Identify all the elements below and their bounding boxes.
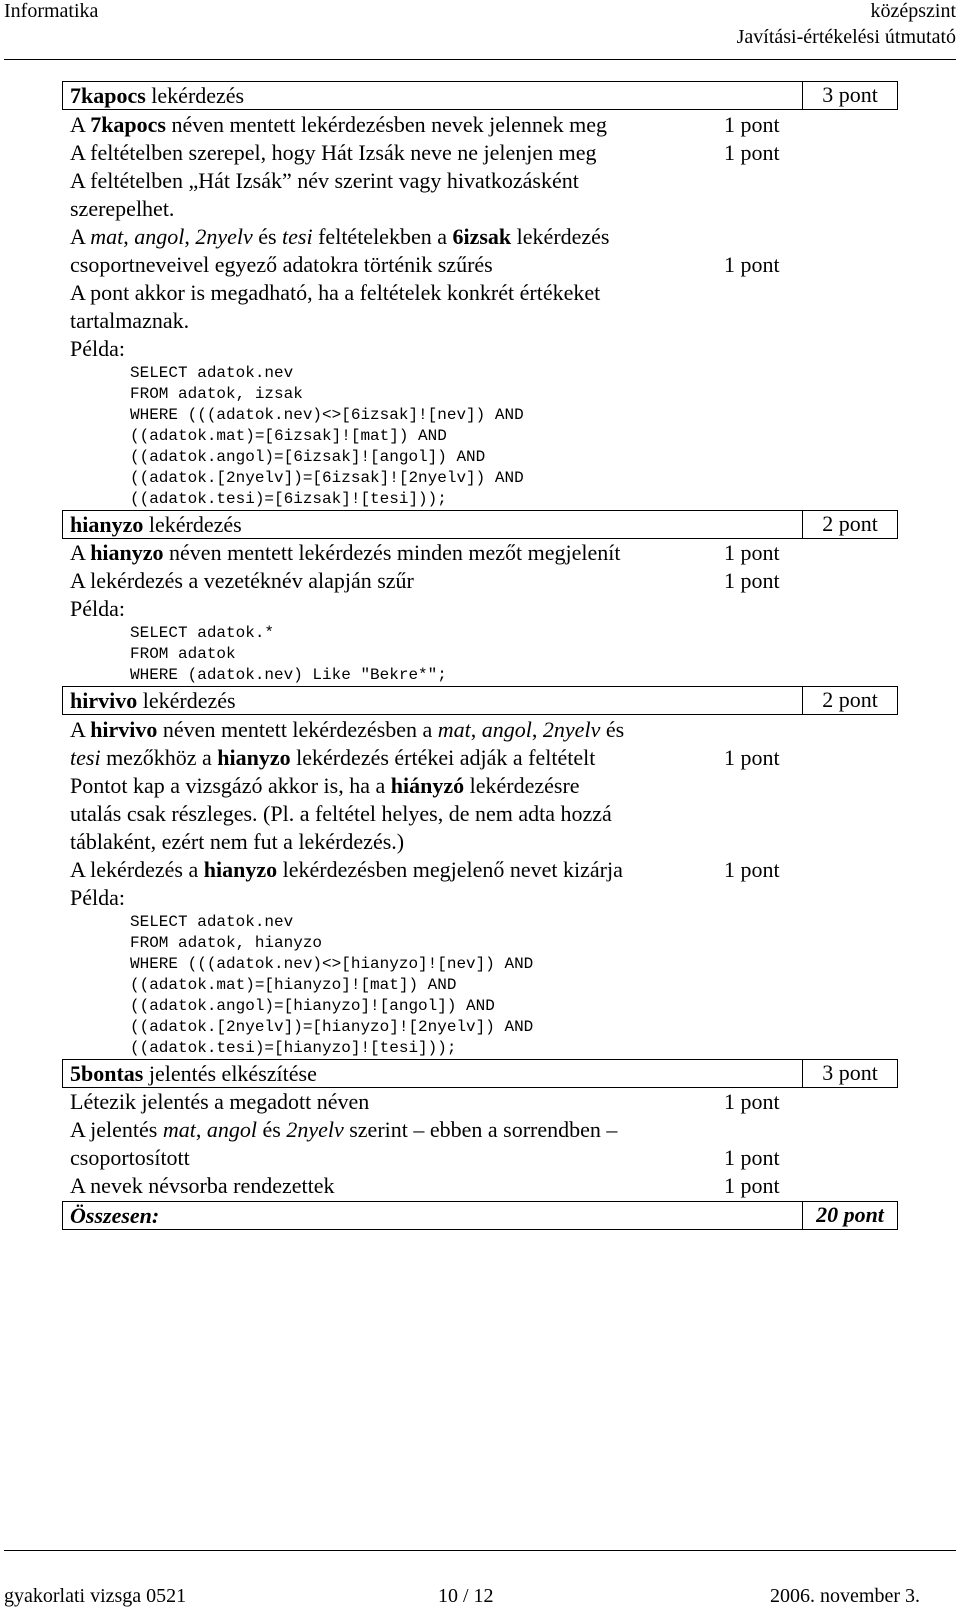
section-header-hianyzo [62, 510, 898, 539]
total-points: 20 pont [802, 1201, 897, 1230]
example-label: Példa: [70, 336, 125, 361]
criterion-points: 1 pont [724, 140, 780, 165]
criterion-line: A lekérdezés a hianyzo lekérdezésben megjelenő nevet kizárja [70, 857, 623, 882]
criterion-line: A lekérdezés a vezetéknév alapján szűr [70, 568, 414, 593]
criterion-points: 1 pont [724, 540, 780, 565]
section-title-bold: hianyzo [70, 512, 144, 537]
criterion-points: 1 pont [724, 568, 780, 593]
note-line: tartalmaznak. [70, 308, 190, 333]
criterion-line: A hianyzo néven mentett lekérdezés minden mezőt megjelenít [70, 540, 621, 565]
sql-example: SELECT adatok.* FROM adatok WHERE (adatok.nev) Like "Bekre*"; [130, 624, 447, 684]
criterion-line: csoportneveivel egyező adatokra történik szűrés [70, 252, 493, 277]
header-level: középszint [870, 0, 956, 22]
criterion-line: csoportosított [70, 1145, 190, 1170]
criterion-line: A jelentés mat, angol és 2nyelv szerint – ebben a sorrendben – [70, 1117, 618, 1142]
section-points: 3 pont [802, 81, 897, 110]
note-line: szerepelhet. [70, 196, 175, 221]
sql-example: SELECT adatok.nev FROM adatok, hianyzo WHERE (((adatok.nev)<>[hianyzo]![nev]) AND ((adatok.mat)=[hianyzo]![mat]) AND ((adatok.angol)=[hianyzo]![angol]) AND ((adatok.[2nyelv])=[hianyzo]![2nyelv]) AND ((adatok.tesi)=[hianyzo]![tesi])); [130, 913, 534, 1057]
section-points: 2 pont [802, 686, 897, 715]
note-line: utalás csak részleges. (Pl. a feltétel helyes, de nem adta hozzá [70, 801, 612, 826]
section-title-rest: jelentés elkészítése [143, 1061, 317, 1086]
example-label: Példa: [70, 885, 125, 910]
criterion-line: A nevek névsorba rendezettek [70, 1173, 335, 1198]
criterion-line: A 7kapocs néven mentett lekérdezésben nevek jelennek meg [70, 112, 608, 137]
example-label: Példa: [70, 596, 125, 621]
section-title-rest: lekérdezés [145, 83, 245, 108]
criterion-line: A hirvivo néven mentett lekérdezésben a mat, angol, 2nyelv és [70, 717, 625, 742]
footer-date: 2006. november 3. [770, 1585, 920, 1607]
criterion-points: 1 pont [724, 252, 780, 277]
criterion-points: 1 pont [724, 1089, 780, 1114]
footer-page-number: 10 / 12 [438, 1585, 494, 1607]
section-header-7kapocs [62, 81, 898, 110]
header-divider [4, 59, 956, 60]
criterion-line: tesi mezőkhöz a hianyzo lekérdezés értékei adják a feltételt [70, 745, 596, 770]
header-guide-title: Javítási-értékelési útmutató [736, 26, 956, 48]
section-header-5bontas [62, 1059, 898, 1088]
total-label: Összesen: [70, 1203, 160, 1228]
section-title-bold: hirvivo [70, 688, 138, 713]
footer-divider [4, 1550, 956, 1551]
header-subject: Informatika [4, 0, 99, 22]
note-line: táblaként, ezért nem fut a lekérdezés.) [70, 829, 405, 854]
note-line: Pontot kap a vizsgázó akkor is, ha a hiányzó lekérdezésre [70, 773, 580, 798]
sql-example: SELECT adatok.nev FROM adatok, izsak WHERE (((adatok.nev)<>[6izsak]![nev]) AND ((adatok.mat)=[6izsak]![mat]) AND ((adatok.angol)=[6izsak]![angol]) AND ((adatok.[2nyelv])=[6izsak]![2nyelv]) AND ((adatok.tesi)=[6izsak]![tesi])); [130, 364, 524, 508]
total-row [62, 1201, 898, 1230]
section-points: 2 pont [802, 510, 897, 539]
section-points: 3 pont [802, 1059, 897, 1088]
section-title-rest: lekérdezés [137, 688, 236, 713]
note-line: A pont akkor is megadható, ha a feltételek konkrét értékeket [70, 280, 601, 305]
criterion-line: A mat, angol, 2nyelv és tesi feltételekben a 6izsak lekérdezés [70, 224, 610, 249]
section-title-rest: lekérdezés [143, 512, 242, 537]
criterion-line: A feltételben szerepel, hogy Hát Izsák neve ne jelenjen meg [70, 140, 597, 165]
criterion-points: 1 pont [724, 745, 780, 770]
section-title-bold: 5bontas [70, 1061, 144, 1086]
criterion-points: 1 pont [724, 1173, 780, 1198]
footer-exam-id: gyakorlati vizsga 0521 [4, 1585, 187, 1607]
note-line: A feltételben „Hát Izsák” név szerint vagy hivatkozásként [70, 168, 579, 193]
section-header-hirvivo [62, 686, 898, 715]
section-title-bold: 7kapocs [70, 83, 146, 108]
criterion-line: Létezik jelentés a megadott néven [70, 1089, 370, 1114]
criterion-points: 1 pont [724, 1145, 780, 1170]
criterion-points: 1 pont [724, 857, 780, 882]
criterion-points: 1 pont [724, 112, 780, 137]
